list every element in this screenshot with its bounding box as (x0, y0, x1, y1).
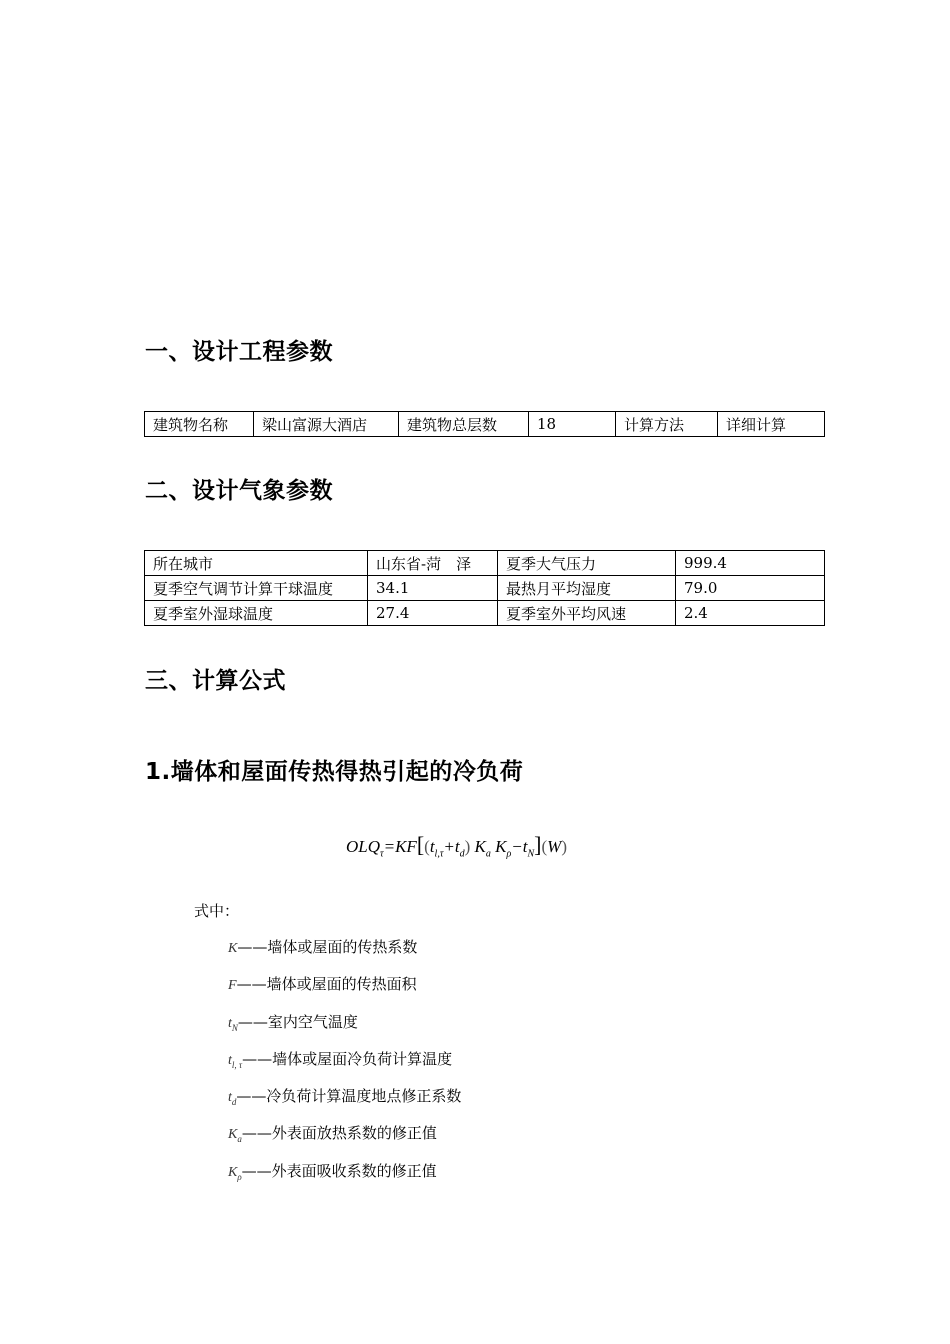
table-row (145, 412, 825, 437)
symbol: K (228, 941, 238, 956)
symbol: $t_N$ (228, 1015, 238, 1033)
table-cell: 夏季室外湿球温度 (145, 601, 368, 626)
section-heading-climate: 二、设计气象参数 (145, 478, 333, 504)
table-cell: 建筑物名称 (145, 412, 254, 437)
table-cell: 27.4 (368, 601, 498, 626)
symbol: $t_d$ (228, 1090, 237, 1107)
climate-params-table (144, 550, 825, 626)
list-item (228, 1048, 461, 1085)
symbol: $t_{l, \tau}$ (228, 1052, 243, 1070)
table-row (145, 576, 825, 601)
list-item (228, 1122, 461, 1159)
definition-text: ——外表面吸收系数的修正值 (241, 1161, 437, 1180)
symbol: $K_a$ (228, 1127, 242, 1145)
table-cell: 18 (529, 412, 616, 437)
list-item (228, 973, 461, 1010)
table-row (145, 601, 825, 626)
cooling-load-formula: $OLQ_\tau=KF[(t_{l,\tau}+t_d)$ $K_a$ $K_\rho-t_N](W)$ (346, 832, 567, 860)
table-cell: 夏季室外平均风速 (498, 601, 676, 626)
list-item (228, 1011, 461, 1048)
table-cell: 最热月平均湿度 (498, 576, 676, 601)
table-cell: 计算方法 (616, 412, 718, 437)
project-params-table (144, 411, 825, 437)
section-heading-project: 一、设计工程参数 (145, 339, 333, 365)
list-item (228, 936, 461, 973)
table-cell: 夏季空气调节计算干球温度 (145, 576, 368, 601)
table-cell: 79.0 (676, 576, 825, 601)
table-cell: 所在城市 (145, 551, 368, 576)
definition-text: ——冷负荷计算温度地点修正系数 (236, 1087, 462, 1106)
table-cell: 34.1 (368, 576, 498, 601)
definition-text: ——室内空气温度 (237, 1012, 358, 1031)
list-item (228, 1085, 461, 1122)
section-heading-formula: 三、计算公式 (145, 668, 286, 694)
table-cell: 山东省-菏 泽 (368, 551, 498, 576)
symbol: $K_\rho$ (228, 1164, 242, 1182)
definition-text: ——墙体或屋面的传热系数 (237, 938, 418, 956)
table-cell: 999.4 (676, 551, 825, 576)
symbol: F (228, 978, 237, 994)
definition-list (228, 936, 461, 1197)
table-cell: 2.4 (676, 601, 825, 626)
definition-text: ——墙体或屋面的传热面积 (236, 975, 417, 994)
list-item (228, 1160, 461, 1197)
table-cell: 夏季大气压力 (498, 551, 676, 576)
table-row (145, 551, 825, 576)
subsection-heading-wall-roof: 1.墙体和屋面传热得热引起的冷负荷 (145, 759, 524, 785)
definition-text: ——外表面放热系数的修正值 (241, 1124, 437, 1143)
table-cell: 梁山富源大酒店 (254, 412, 399, 437)
table-cell: 详细计算 (718, 412, 825, 437)
table-cell: 建筑物总层数 (399, 412, 529, 437)
where-label: 式中： (194, 902, 240, 920)
definition-text: ——墙体或屋面冷负荷计算温度 (242, 1049, 453, 1068)
